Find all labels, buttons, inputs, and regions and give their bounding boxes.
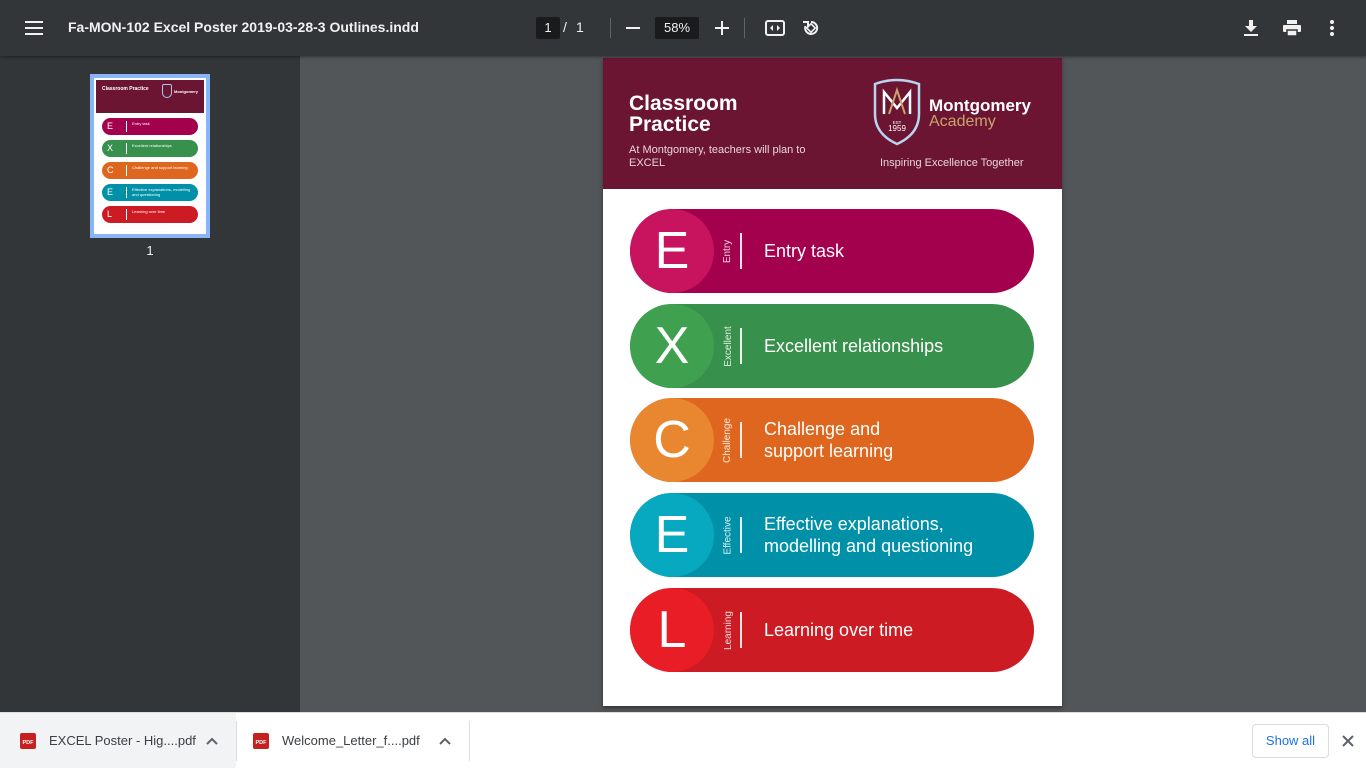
poster-title: Classroom Practice [629,92,738,136]
thumbnail-item: X Excellent relationships [102,140,198,157]
excel-letter: E [654,222,690,280]
page-total: 1 [576,19,584,35]
svg-text:PDF: PDF [255,740,267,746]
divider-bar [740,517,742,553]
letter-circle [630,588,714,672]
letter-circle [630,493,714,577]
page-separator: / [563,19,567,35]
vertical-keyword: Excellent [722,325,734,367]
show-all-button[interactable]: Show all [1252,724,1329,758]
excel-item-text: Excellent relationships [764,336,944,356]
excel-letter: X [654,317,690,375]
download-item[interactable] [237,713,469,768]
excel-item-entry [630,209,1034,293]
page-number-input[interactable]: 1 [536,17,560,39]
toolbar-divider [610,18,611,38]
zoom-out-icon[interactable] [617,12,649,44]
zoom-in-icon[interactable] [706,12,738,44]
pdf-file-icon [253,733,269,749]
excel-item-challenge [630,398,1034,482]
excel-letter: E [654,506,690,564]
download-filename: EXCEL Poster - Hig....pdf [49,733,196,748]
divider-bar [740,612,742,648]
thumbnail-item: L Learning over time [102,206,198,223]
letter-circle [630,209,714,293]
poster-header [603,58,1062,189]
thumbnail-title: Classroom Practice [102,86,149,92]
divider-bar [740,233,742,269]
excel-item-effective [630,493,1034,577]
brand-subname: Academy [929,113,996,130]
poster-subtitle: At Montgomery, teachers will plan to EXCEL [629,144,806,169]
crest-est: EST [892,120,902,125]
thumbnail-item: E Effective explanations, modelling and questioning [102,184,198,201]
toolbar-divider [744,18,745,38]
chevron-up-icon[interactable] [437,733,453,749]
divider-bar [740,328,742,364]
excel-letter: C [653,411,691,469]
download-filename: Welcome_Letter_f....pdf [282,733,420,748]
excel-item-learning [630,588,1034,672]
pdf-page [603,58,1062,706]
rotate-icon[interactable] [795,12,827,44]
brand-name: Montgomery [929,96,1031,115]
thumbnail-crest-icon [162,84,172,98]
excel-item-text: Entry task [764,241,845,261]
excel-item-text: Challenge and support learning [764,419,894,461]
download-shelf [0,712,1366,768]
close-icon[interactable] [1338,731,1358,751]
letter-circle [630,398,714,482]
letter-circle [630,304,714,388]
pdf-file-icon [20,733,36,749]
vertical-keyword: Learning [722,610,734,650]
thumbnail-sidebar [0,56,300,712]
vertical-keyword: Challenge [722,417,734,463]
thumbnail-page-label: 1 [146,243,154,258]
page-thumbnail[interactable] [90,74,210,238]
poster-tagline: Inspiring Excellence Together [880,157,1024,169]
chevron-up-icon[interactable] [204,733,220,749]
menu-icon[interactable] [18,12,50,44]
thumbnail-item: E Entry task [102,118,198,135]
svg-text:PDF: PDF [22,740,34,746]
excel-item-text: Learning over time [764,620,914,640]
thumbnail-brand: Montgomery [174,89,198,94]
zoom-level-input[interactable]: 58% [655,17,699,39]
document-title: Fa-MON-102 Excel Poster 2019-03-28-3 Outlines.indd [68,19,419,35]
more-vert-icon[interactable] [1316,12,1348,44]
crest-year: 1959 [888,124,906,133]
print-icon[interactable] [1276,12,1308,44]
divider-bar [740,422,742,458]
excel-letter: L [657,601,687,659]
vertical-keyword: Entry [722,239,734,263]
vertical-keyword: Effective [722,515,734,555]
download-icon[interactable] [1235,12,1267,44]
shelf-divider [469,721,470,761]
thumbnail-item: C Challenge and support learning [102,162,198,179]
excel-item-excellent [630,304,1034,388]
academy-crest-icon [871,78,923,146]
pdf-toolbar [0,0,1366,56]
download-item[interactable] [0,713,236,768]
fit-page-icon[interactable] [759,12,791,44]
excel-item-text: Effective explanations, modelling and questioning [764,514,974,556]
thumbnail-preview [94,78,206,234]
